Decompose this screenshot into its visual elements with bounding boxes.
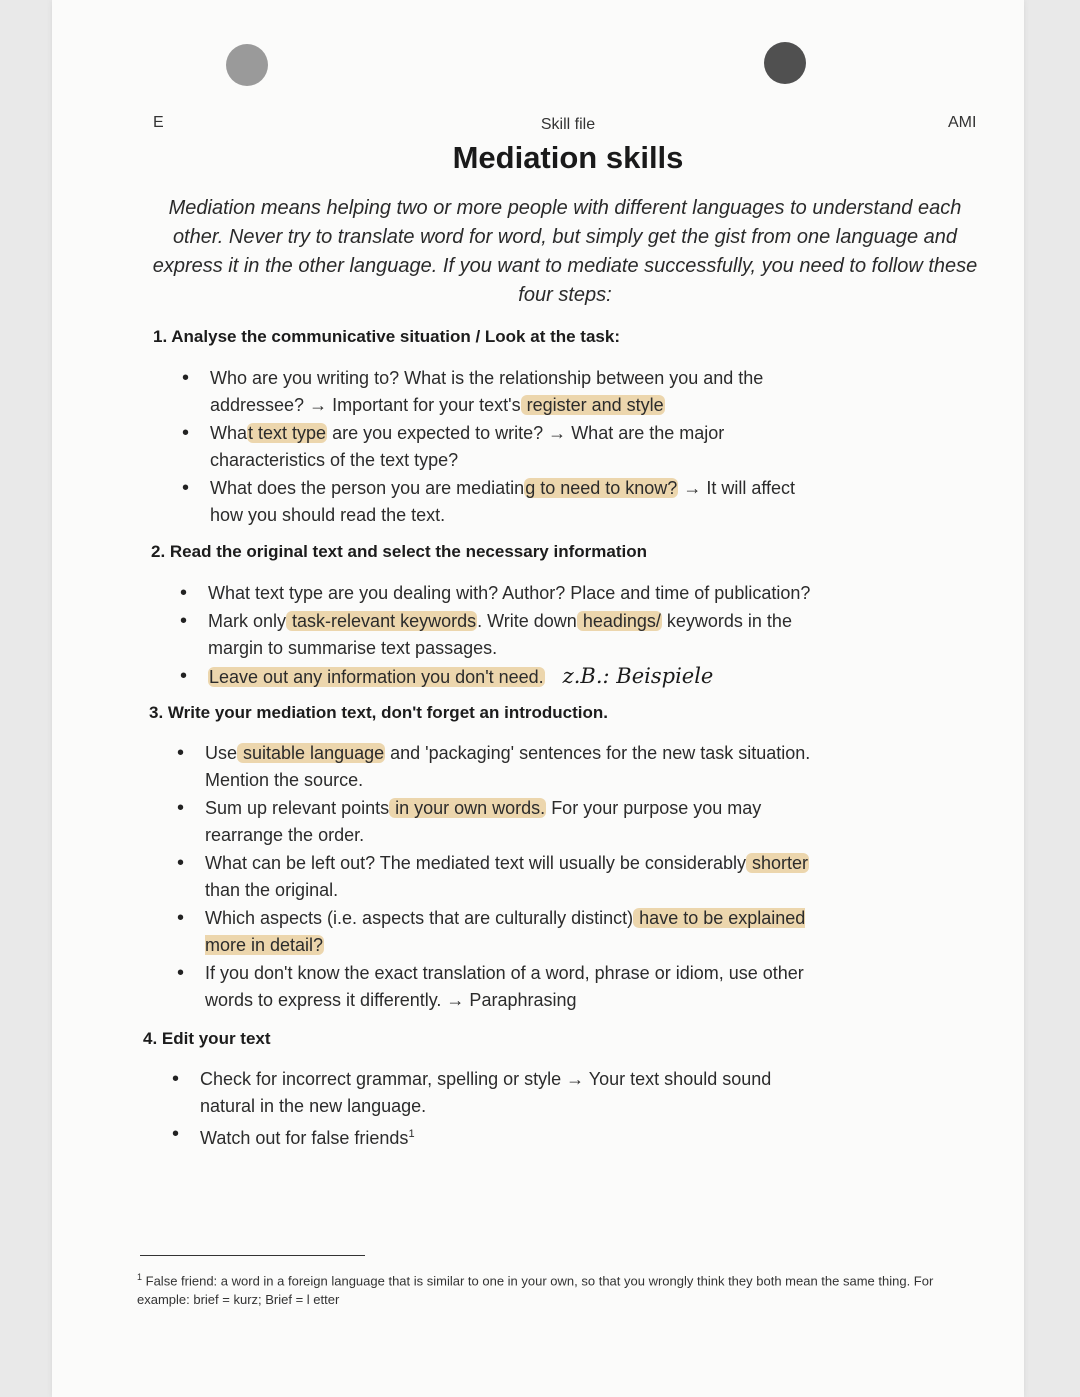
list-item: • Watch out for false friends$^1$ xyxy=(176,1121,816,1152)
footnote-reference: 1 xyxy=(408,1128,415,1140)
list-item: • Use suitable language and 'packaging' sentences for the new task situation. Mention the source. xyxy=(181,740,841,794)
step-1-heading: 1. Analyse the communicative situation / Look at the task: xyxy=(153,327,620,346)
highlight: shorter xyxy=(746,853,808,873)
highlight: task-relevant keywords xyxy=(287,611,477,631)
highlight: Leave out any information you don't need. xyxy=(209,667,544,687)
list-item: • What does the person you are mediating to need to know? → It will affect how you should read the text. xyxy=(186,475,826,529)
highlight: g to need to know? xyxy=(525,478,678,498)
step-4-list xyxy=(176,1066,816,1153)
list-item xyxy=(184,663,844,691)
highlight: register and style xyxy=(521,395,664,415)
list-item: • What text type are you dealing with? Author? Place and time of publication? xyxy=(184,580,844,607)
list-item: • Who are you writing to? What is the relationship between you and the addressee? → Important for your text's register and style xyxy=(186,365,826,419)
step-3-list xyxy=(181,740,841,1015)
step-1-list xyxy=(186,365,826,530)
highlight: have to be explained more in detail? xyxy=(205,908,806,955)
corner-mark-left: E xyxy=(153,114,164,131)
step-2-list xyxy=(184,580,844,692)
list-item: • Which aspects (i.e. aspects that are culturally distinct) have to be explained more in detail? xyxy=(181,905,841,959)
intro-paragraph: Mediation means helping two or more people with different languages to understand each other. Never try to translate word for word, but simply get the gist from one language and express it in the other language. If you want to mediate successfully, you need to follow these four steps: xyxy=(152,197,978,306)
list-item: • Sum up relevant points in your own words. For your purpose you may rearrange the order. xyxy=(181,795,841,849)
highlight: in your own words. xyxy=(390,798,546,818)
list-item: • Mark only task-relevant keywords. Write down headings/ keywords in the margin to summarise text passages. xyxy=(184,608,844,662)
footnote-divider xyxy=(140,1255,365,1256)
step-2-heading: 2. Read the original text and select the necessary information xyxy=(151,542,647,561)
punch-hole xyxy=(764,42,806,84)
list-item: • If you don't know the exact translation of a word, phrase or idiom, use other words to express it differently. → Paraphrasing xyxy=(181,960,841,1014)
page-title: Mediation skills xyxy=(452,140,684,175)
highlight: suitable language xyxy=(238,743,385,763)
punch-hole xyxy=(226,44,268,86)
footnote: $^1$ False friend: a word in a foreign language that is similar to one in your own, so that you wrongly think they both mean the same thing. For example: brief = kurz; Brief = l etter xyxy=(137,1272,934,1308)
list-item: • What text type are you expected to write? → What are the major characteristics of the text type? xyxy=(186,420,826,474)
kicker: Skill file xyxy=(540,116,596,133)
corner-mark-right: AMI xyxy=(948,114,977,131)
handwritten-note: z.B.: Beispiele xyxy=(562,664,714,688)
list-item: • Check for incorrect grammar, spelling or style → Your text should sound natural in the new language. xyxy=(176,1066,816,1120)
highlight: headings/ xyxy=(577,611,661,631)
list-item: • What can be left out? The mediated text will usually be considerably shorter than the original. xyxy=(181,850,841,904)
step-4-heading: 4. Edit your text xyxy=(143,1029,271,1048)
highlight: t text type xyxy=(248,423,327,443)
step-3-heading: 3. Write your mediation text, don't forget an introduction. xyxy=(149,703,608,722)
